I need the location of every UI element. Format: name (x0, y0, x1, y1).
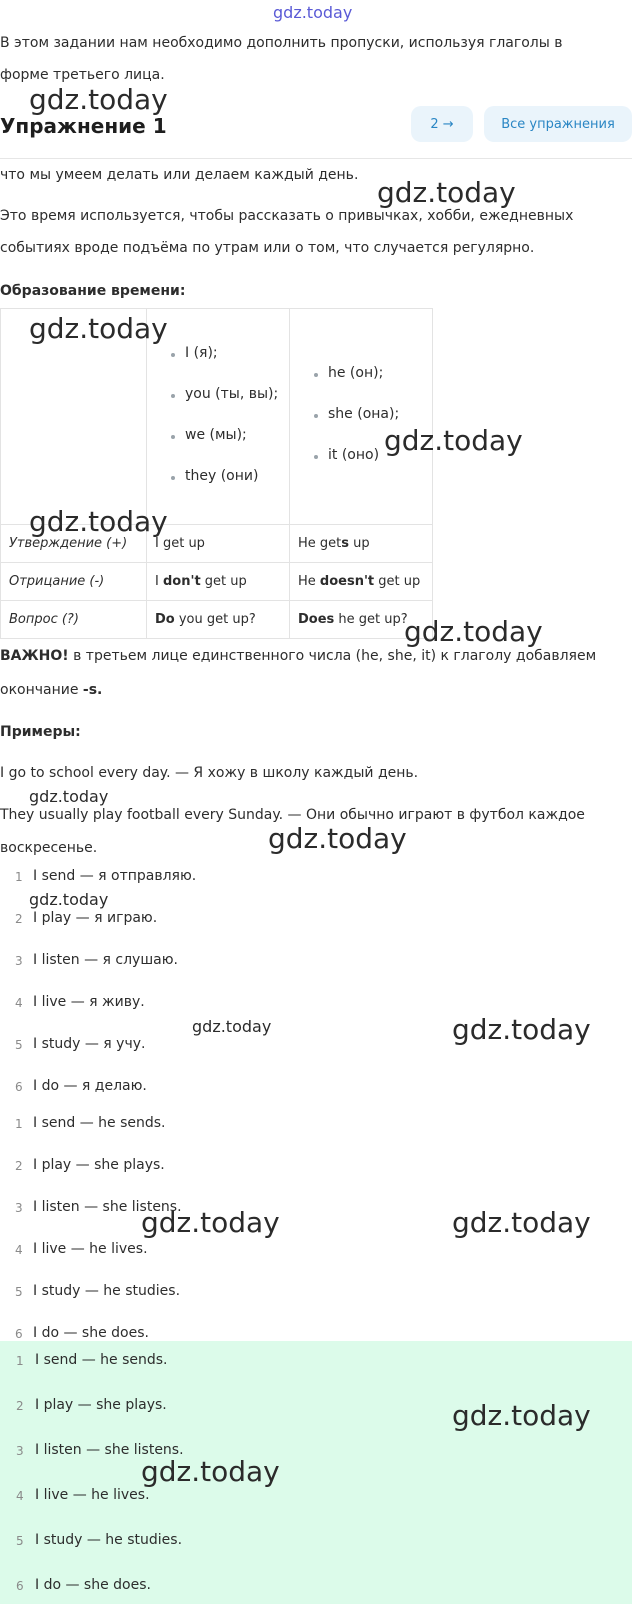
right-form-cell: Does he get up? (290, 601, 433, 639)
list-item: I do — я делаю. (33, 1078, 147, 1094)
list-item: I live — я живу. (33, 994, 145, 1010)
example-1: I go to school every day. — Я хожу в школу каждый день. (0, 765, 419, 781)
pronouns-left-list (147, 325, 289, 509)
header-divider (0, 158, 632, 159)
answer-number: 2 (16, 1399, 24, 1413)
pronoun-item: we (мы); (171, 427, 289, 468)
watermark: gdz.today (29, 83, 168, 116)
answer-item: I send — he sends. (35, 1352, 168, 1368)
pronoun-item: I (я); (171, 345, 289, 386)
pronoun-item: it (оно) (314, 447, 432, 488)
watermark: gdz.today (452, 1206, 591, 1239)
right-form-cell: He doesn't get up (290, 563, 433, 601)
list-number: 6 (15, 1327, 23, 1341)
list-item: I send — я отправляю. (33, 868, 197, 884)
answer-item: I listen — she listens. (35, 1442, 184, 1458)
list-number: 6 (15, 1080, 23, 1094)
important-note-line-2: окончание -s. (0, 682, 103, 698)
watermark: gdz.today (268, 822, 407, 855)
pronoun-item: she (она); (314, 406, 432, 447)
next-exercise-button[interactable]: 2 → (411, 106, 473, 142)
list-item: I study — he studies. (33, 1283, 181, 1299)
list-item: I listen — she listens. (33, 1199, 182, 1215)
list-number: 5 (15, 1285, 23, 1299)
answer-item: I play — she plays. (35, 1397, 167, 1413)
row-label: Отрицание (-) (1, 563, 147, 601)
pronoun-item: he (он); (314, 365, 432, 406)
right-form-cell: He gets up (290, 525, 433, 563)
list-number: 3 (15, 954, 23, 968)
list-number: 1 (15, 870, 23, 884)
intro-line-2: форме третьего лица. (0, 67, 165, 83)
site-logo[interactable]: gdz.today (273, 3, 353, 22)
list-number: 5 (15, 1038, 23, 1052)
theory-line-3: событиях вроде подъёма по утрам или о том, что случается регулярно. (0, 240, 535, 256)
watermark: gdz.today (141, 1455, 280, 1488)
list-number: 2 (15, 1159, 23, 1173)
watermark: gdz.today (377, 176, 516, 209)
example-2-line-1: They usually play football every Sunday. — Они обычно играют в футбол каждое (0, 807, 585, 823)
list-item: I play — я играю. (33, 910, 158, 926)
list-item: I do — she does. (33, 1325, 149, 1341)
list-number: 2 (15, 912, 23, 926)
negative-row (1, 563, 433, 601)
all-exercises-button[interactable]: Все упражнения (484, 106, 632, 142)
answer-number: 3 (16, 1444, 24, 1458)
answer-number: 5 (16, 1534, 24, 1548)
pronouns-right-list (290, 345, 432, 488)
watermark: gdz.today (29, 890, 109, 909)
answer-block (0, 1341, 632, 1604)
example-2-line-2: воскресенье. (0, 840, 98, 856)
list-number: 4 (15, 1243, 23, 1257)
list-number: 3 (15, 1201, 23, 1215)
answer-number: 4 (16, 1489, 24, 1503)
list-item: I play — she plays. (33, 1157, 165, 1173)
left-form-cell: Do you get up? (147, 601, 290, 639)
list-item: I send — he sends. (33, 1115, 166, 1131)
answer-number: 1 (16, 1354, 24, 1368)
answer-item: I study — he studies. (35, 1532, 183, 1548)
theory-line-1: что мы умеем делать или делаем каждый день. (0, 167, 359, 183)
watermark: gdz.today (192, 1017, 272, 1036)
pronoun-item: they (они) (171, 468, 289, 509)
watermark: gdz.today (141, 1206, 280, 1239)
theory-line-2: Это время используется, чтобы рассказать о привычках, хобби, ежедневных (0, 208, 574, 224)
left-form-cell: I don't get up (147, 563, 290, 601)
list-item: I study — я учу. (33, 1036, 146, 1052)
watermark: gdz.today (452, 1399, 591, 1432)
answer-item: I do — she does. (35, 1577, 151, 1593)
list-item: I live — he lives. (33, 1241, 148, 1257)
list-number: 4 (15, 996, 23, 1010)
pronouns-right-cell (290, 309, 433, 525)
watermark: gdz.today (384, 424, 523, 457)
answer-item: I live — he lives. (35, 1487, 150, 1503)
watermark: gdz.today (29, 312, 168, 345)
list-number: 1 (15, 1117, 23, 1131)
pronouns-left-cell (147, 309, 290, 525)
pronoun-item: you (ты, вы); (171, 386, 289, 427)
left-form-cell: I get up (147, 525, 290, 563)
watermark: gdz.today (29, 505, 168, 538)
row-label: Вопрос (?) (1, 601, 147, 639)
list-item: I listen — я слушаю. (33, 952, 178, 968)
exercise-title: Упражнение 1 (0, 114, 167, 138)
grammar-table (0, 308, 433, 639)
formation-heading: Образование времени: (0, 283, 186, 299)
watermark: gdz.today (29, 787, 109, 806)
answer-number: 6 (16, 1579, 24, 1593)
important-note: ВАЖНО! в третьем лице единственного числа (he, she, it) к глаголу добавляем (0, 648, 597, 664)
question-row (1, 601, 433, 639)
watermark: gdz.today (452, 1013, 591, 1046)
row-label: Утверждение (+) (1, 525, 147, 563)
watermark: gdz.today (404, 615, 543, 648)
intro-line-1: В этом задании нам необходимо дополнить пропуски, используя глаголы в (0, 35, 563, 51)
examples-heading: Примеры: (0, 724, 81, 740)
